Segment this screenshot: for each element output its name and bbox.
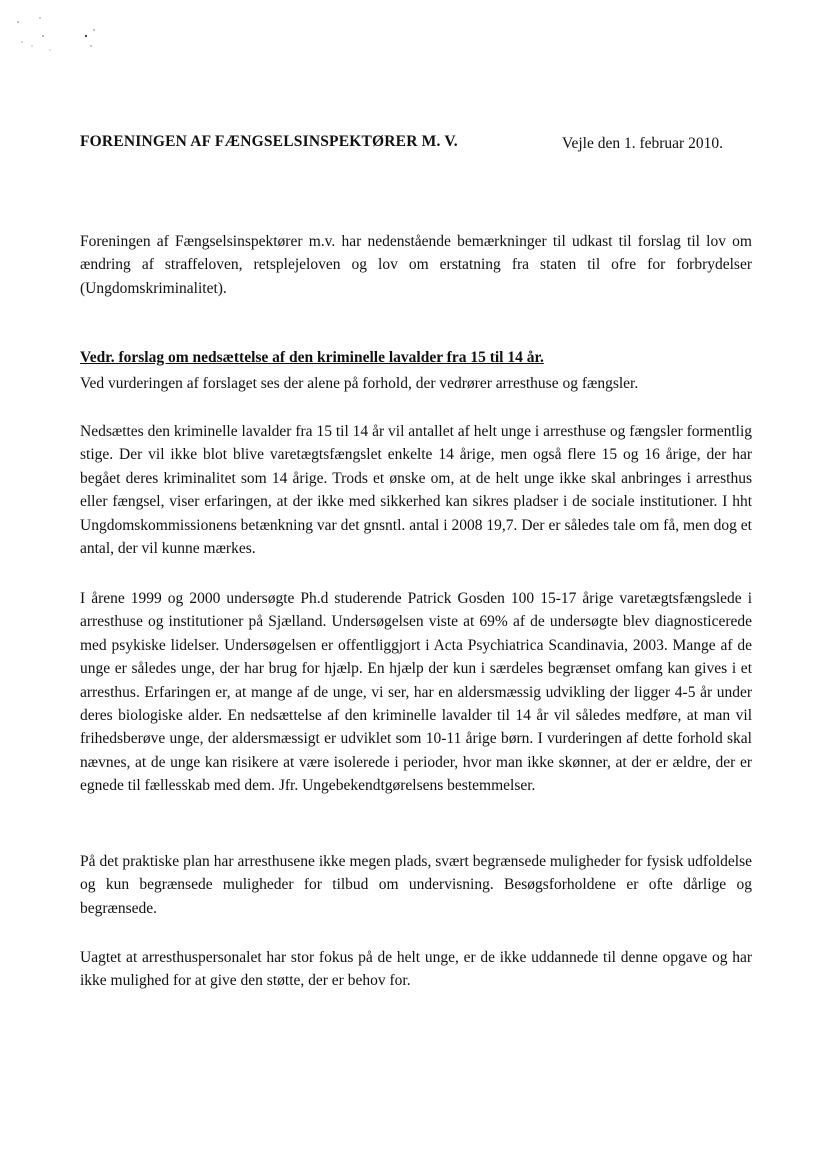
section-paragraph-5: Uagtet at arresthuspersonalet har stor fokus på de helt unge, er de ikke uddannede til denne opgave og har ikke mulighed for at give den støtte, der er behov for. [80, 949, 752, 990]
intro-paragraph: Foreningen af Fængselsinspektører m.v. har nedenstående bemærkninger til udkast til forslag til lov om ændring af straffeloven, retsplejeloven og lov om erstatning fra staten til ofre for forbrydelser (Ungdomskriminalitet). [80, 233, 752, 297]
organization-name: FORENINGEN AF FÆNGSELSINSPEKTØRER M. V. [80, 133, 458, 150]
section-paragraph-1: Ved vurderingen af forslaget ses der alene på forhold, der vedrører arresthuse og fængsler. [80, 375, 639, 392]
section-heading: Vedr. forslag om nedsættelse af den kriminelle lavalder fra 15 til 14 år. [80, 349, 544, 366]
letter-date: Vejle den 1. februar 2010. [562, 135, 723, 152]
scan-specks [10, 10, 110, 60]
section-paragraph-3: I årene 1999 og 2000 undersøgte Ph.d studerende Patrick Gosden 100 15-17 årige varetægtsfængslede i arresthuse og institutioner på Sjælland. Undersøgelsen viste at 69% af de undersøgte blev diagnosticerede med psykiske lidelser. Undersøgelsen er offentliggjort i Acta Psychiatrica Scandinavia, 2003. Mange af de unge er således unge, der har brug for hjælp. En hjælp der kun i særdeles begrænset omfang kan gives i et arresthus. Erfaringen er, at mange af de unge, vi ser, har en aldersmæssig udvikling der ligger 4-5 år under deres biologiske alder. En nedsættelse af den kriminelle lavalder til 14 år vil således medføre, at man vil frihedsberøve unge, der aldersmæssigt er udviklet som 10-11 årige børn. I vurderingen af dette forhold skal nævnes, at de unge kan risikere at være isolerede i perioder, hvor man ikke skønner, at der er ældre, der er egnede til fællesskab med dem. Jfr. Ungebekendtgørelsens bestemmelser. [80, 590, 752, 795]
section-paragraph-4: På det praktiske plan har arresthusene ikke megen plads, svært begrænsede muligheder for fysisk udfoldelse og kun begrænsede muligheder for tilbud om undervisning. Besøgsforholdene er ofte dårlige og begrænsede. [80, 853, 752, 917]
section-paragraph-2: Nedsættes den kriminelle lavalder fra 15 til 14 år vil antallet af helt unge i arresthuse og fængsler formentlig stige. Der vil ikke blot blive varetægtsfængslet enkelte 14 årige, men også flere 15 og 16 årige, der har begået deres kriminalitet som 14 årige. Trods et ønske om, at de helt unge ikke skal anbringes i arresthus eller fængsel, viser erfaringen, at der ikke med sikkerhed kan sikres pladser i de sociale institutioner. I hht Ungdomskommissionens betænkning var det gnsntl. antal i 2008 19,7. Der er således tale om få, men dog et antal, der vil kunne mærkes. [80, 423, 752, 558]
